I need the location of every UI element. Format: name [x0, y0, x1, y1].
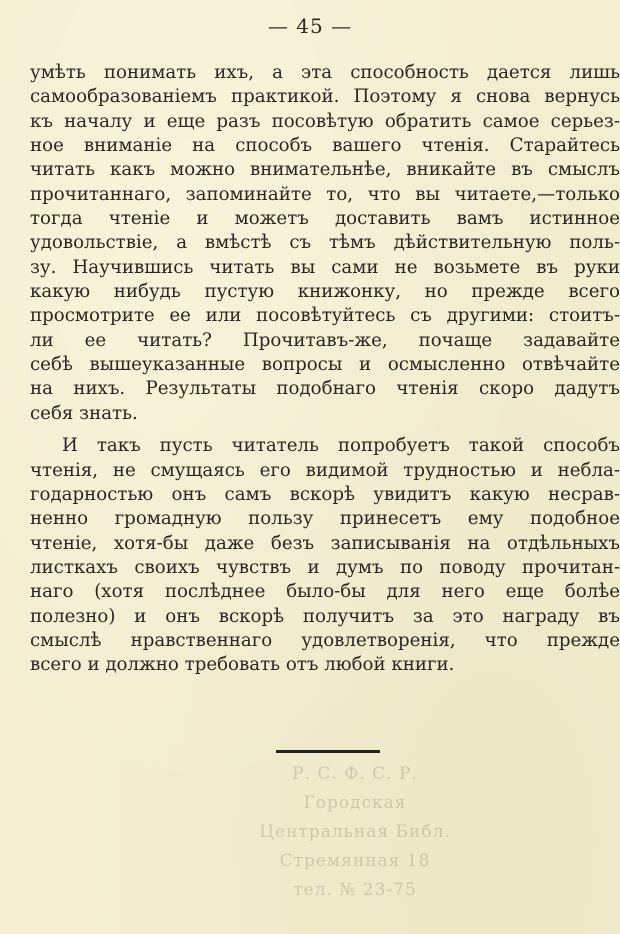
- text-line: ное вниманіе на способъ вашего чтенія. Старайтесь: [30, 135, 620, 157]
- text-line: умѣть понимать ихъ, а эта способность дается лишь: [30, 62, 620, 83]
- stamp-line: Р. С. Ф. С. Р.: [292, 764, 418, 784]
- text-line: къ началу и еще разъ посовѣтую обратить самое серьез-: [30, 110, 620, 132]
- text-line: на нихъ. Результаты подобнаго чтенія скоро дадутъ: [30, 378, 620, 400]
- stamp-line: Центральная Библ.: [259, 822, 451, 842]
- text-line: ли ее читать? Прочитавъ-же, почаще задавайте: [30, 329, 620, 351]
- text-line: наго (хотя послѣднее было-бы для него еще болѣе: [30, 581, 620, 603]
- text-line: чтеніе, хотя-бы даже безъ записыванія на отдѣльныхъ: [30, 532, 620, 554]
- text-line: какую нибудь пустую книжонку, но прежде всего: [30, 281, 620, 303]
- text-line: ненно громадную пользу принесетъ ему подобное: [30, 508, 620, 530]
- text-line: годарностью онъ самъ вскорѣ увидитъ какую несрав-: [30, 483, 620, 505]
- paragraph: [30, 434, 620, 677]
- page-number: — 45 —: [267, 14, 353, 38]
- text-line: удовольствіе, а вмѣстѣ съ тѣмъ дѣйствительную поль-: [30, 232, 620, 254]
- text-line: И такъ пусть читатель попробуетъ такой способъ: [62, 435, 620, 457]
- text-line: зу. Научившись читать вы сами не возьмете въ руки: [30, 256, 620, 278]
- stamp-line: тел. № 23-75: [293, 880, 417, 900]
- text-line: просмотрите ее или посовѣтуйтесь съ другими: стоитъ-: [30, 305, 620, 327]
- stamp-line: Городская: [303, 793, 407, 813]
- text-line: чтенія, не смущаясь его видимой трудностью и небла-: [30, 459, 620, 481]
- library-stamp: [255, 760, 455, 905]
- text-line: тогда чтеніе и можетъ доставить вамъ истинное: [30, 208, 620, 230]
- text-line: полезно) и онъ вскорѣ получитъ за это награду въ: [30, 605, 620, 627]
- text-line: себя знать.: [30, 402, 138, 424]
- text-line: себѣ вышеуказанные вопросы и осмысленно отвѣчайте: [30, 354, 620, 376]
- stamp-line: Стремянная 18: [279, 851, 431, 871]
- text-line: смыслѣ нравственнаго удовлетворенія, что прежде: [30, 629, 620, 651]
- text-line: прочитаннаго, запоминайте то, что вы читаете,—только: [30, 183, 620, 205]
- text-line: листкахъ своихъ чувствъ и думъ по поводу прочитан-: [30, 556, 620, 578]
- paragraph: [30, 61, 620, 426]
- text-line: читать какъ можно внимательнѣе, вникайте въ смыслъ: [30, 159, 620, 181]
- body-text: [30, 61, 620, 678]
- text-line: всего и должно требовать отъ любой книги.: [30, 654, 455, 676]
- text-line: самообразованіемъ практикой. Поэтому я снова вернусь: [30, 86, 620, 108]
- section-divider: [276, 750, 380, 753]
